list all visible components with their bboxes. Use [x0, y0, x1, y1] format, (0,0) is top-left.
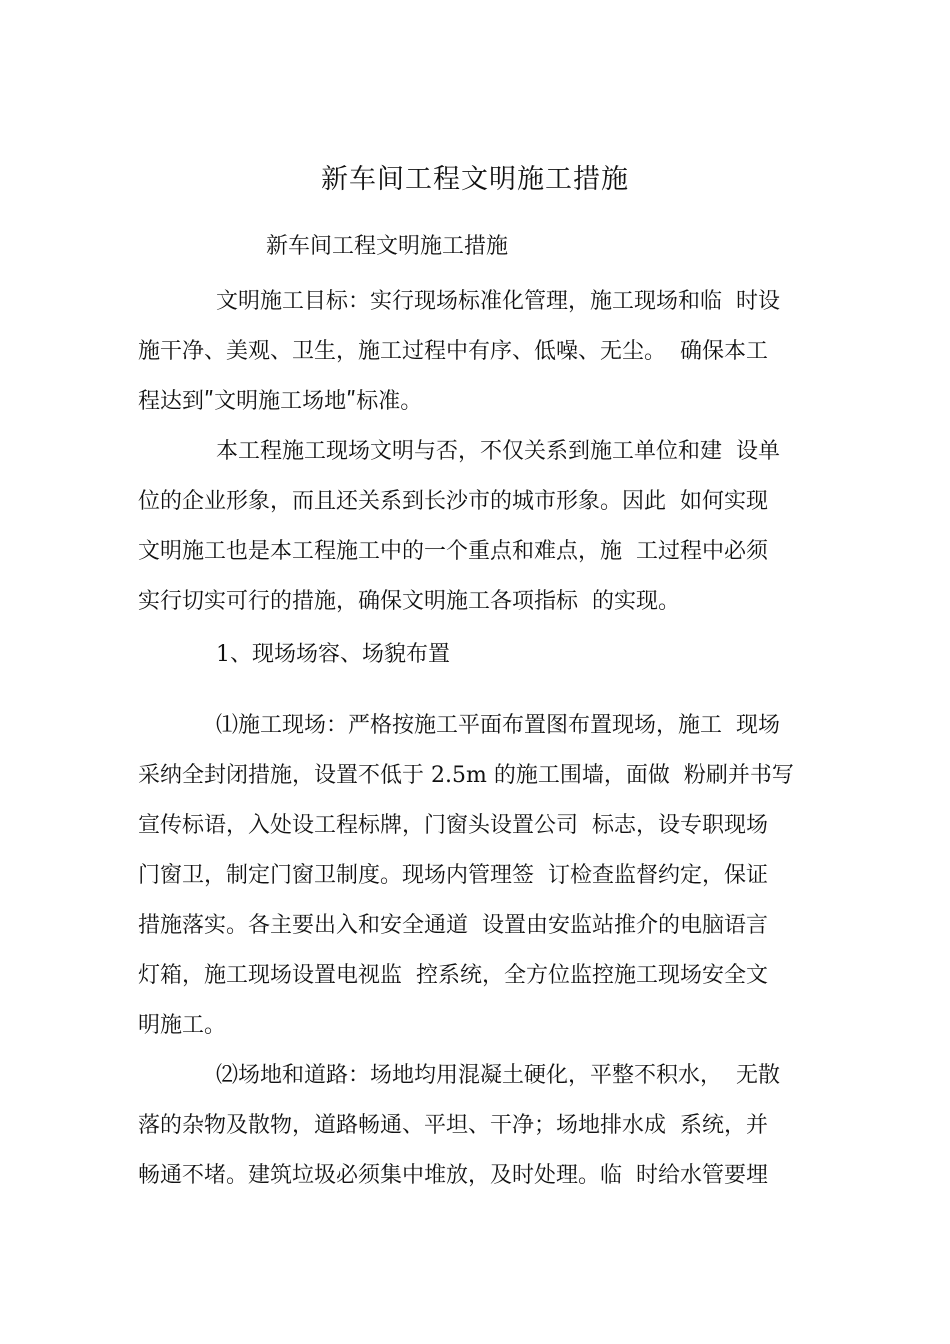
text-line: 本工程施工现场文明与否，不仅关系到施工单位和建 设单: [216, 439, 780, 464]
text-line: 门窗卫，制定门窗卫制度。现场内管理签 订检查监督约定，保证: [138, 863, 768, 888]
text-line: 文明施工目标：实行现场标准化管理，施工现场和临 时设: [216, 289, 780, 314]
text-line: 实行切实可行的措施，确保文明施工各项指标 的实现。: [138, 589, 680, 614]
text-line: 畅通不堵。建筑垃圾必须集中堆放，及时处理。临 时给水管要埋: [138, 1163, 768, 1188]
text-line: 灯箱，施工现场设置电视监 控系统，全方位监控施工现场安全文: [138, 963, 768, 988]
text-line: 文明施工也是本工程施工中的一个重点和难点，施 工过程中必须: [138, 539, 768, 564]
document-title: 新车间工程文明施工措施: [321, 164, 629, 195]
text-line: 位的企业形象，而且还关系到长沙市的城市形象。因此 如何实现: [138, 489, 768, 514]
section-heading: 1、现场场容、场貌布置: [216, 642, 450, 667]
text-line: 明施工。: [138, 1013, 227, 1038]
text-line: ⑵场地和道路：场地均用混凝土硬化，平整不积水， 无散: [216, 1063, 780, 1088]
text-line: 宣传标语，入处设工程标牌，门窗头设置公司 标志，设专职现场: [138, 813, 768, 838]
text-line: 措施落实。各主要出入和安全通道 设置由安监站推介的电脑语言: [138, 913, 768, 938]
text-line: 程达到ʺ文明施工场地ʺ标准。: [138, 389, 423, 414]
text-line: 施干净、美观、卫生，施工过程中有序、低噪、无尘。 确保本工: [138, 339, 768, 364]
text-line: 采纳全封闭措施，设置不低于 2.5m 的施工围墙，面做 粉刷并书写: [138, 763, 794, 788]
text-line: 落的杂物及散物，道路畅通、平坦、干净；场地排水成 系统，并: [138, 1113, 768, 1138]
document-subtitle: 新车间工程文明施工措施: [266, 234, 509, 259]
text-line: ⑴施工现场：严格按施工平面布置图布置现场，施工 现场: [216, 713, 780, 738]
